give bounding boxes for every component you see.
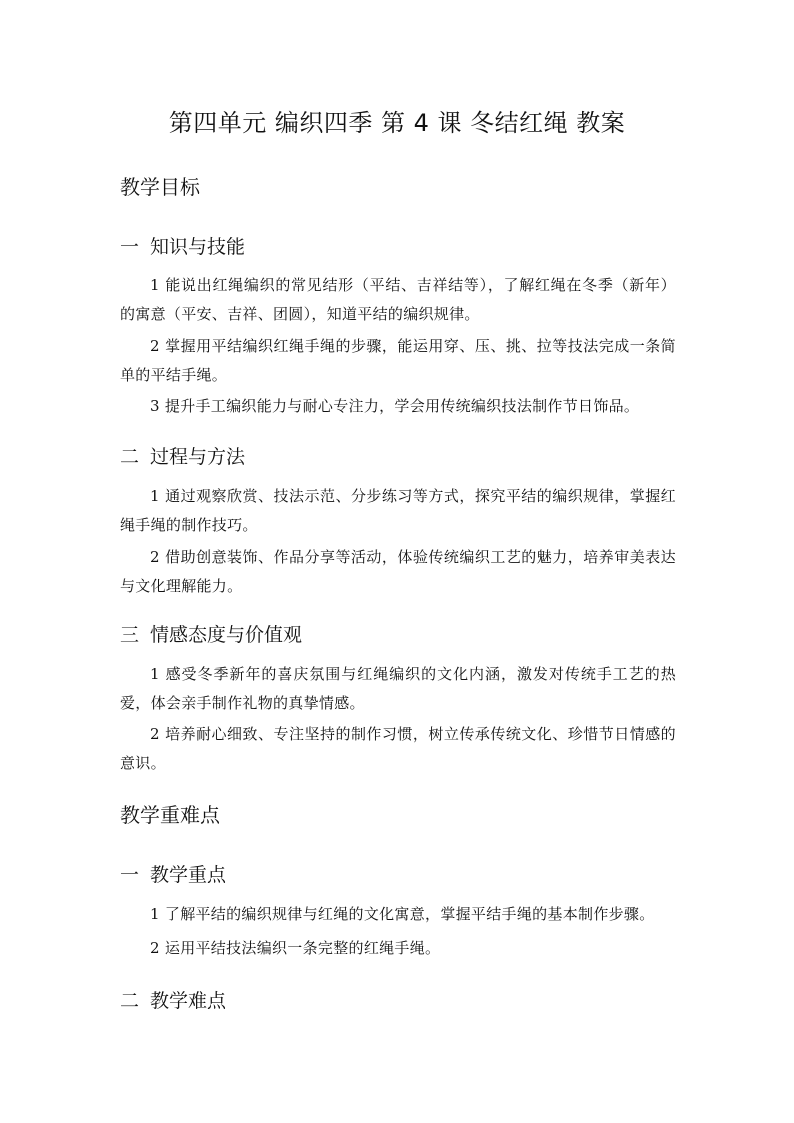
subsection-label: 过程与方法 [150,446,246,468]
document-title: 第四单元 编织四季 第 4 课 冬结红绳 教案 [168,109,626,137]
subsection-heading-knowledge [120,234,245,260]
subsection-label: 知识与技能 [150,236,246,258]
section-heading-objectives: 教学目标 [120,175,200,199]
subsection-number: 二 [120,446,140,468]
section-heading-key-points: 教学重难点 [120,803,220,827]
subsection-label: 教学难点 [150,990,227,1012]
paragraph-knowledge-2: 2 掌握用平结编织红绳手绳的步骤，能运用穿、压、挑、拉等技法完成一条简单的平结手绳。 [120,337,676,384]
subsection-number: 二 [120,990,140,1012]
subsection-label: 情感态度与价值观 [150,624,303,646]
subsection-heading-difficulty [120,988,226,1014]
paragraph-focus-2: 2 运用平结技法编织一条完整的红绳手绳。 [150,939,441,957]
paragraph-process-2: 2 借助创意装饰、作品分享等活动，体验传统编织工艺的魅力，培养审美表达与文化理解能力。 [120,548,676,595]
paragraph-emotion-1: 1 感受冬季新年的喜庆氛围与红绳编织的文化内涵，激发对传统手工艺的热爱，体会亲手制作礼物的真挚情感。 [120,665,676,712]
subsection-label: 教学重点 [150,864,227,886]
paragraph-emotion-2: 2 培养耐心细致、专注坚持的制作习惯，树立传承传统文化、珍惜节日情感的意识。 [120,725,676,772]
paragraph-knowledge-1: 1 能说出红绳编织的常见结形（平结、吉祥结等），了解红绳在冬季（新年）的寓意（平安、吉祥、团圆），知道平结的编织规律。 [120,276,676,323]
subsection-number: 一 [120,864,140,886]
paragraph-focus-1: 1 了解平结的编织规律与红绳的文化寓意，掌握平结手绳的基本制作步骤。 [150,905,655,923]
subsection-number: 三 [120,624,140,646]
subsection-number: 一 [120,236,140,258]
subsection-heading-process [120,444,245,470]
subsection-heading-emotion [120,622,302,648]
paragraph-process-1: 1 通过观察欣赏、技法示范、分步练习等方式，探究平结的编织规律，掌握红绳手绳的制作技巧。 [120,487,676,534]
subsection-heading-focus [120,862,226,888]
paragraph-knowledge-3: 3 提升手工编织能力与耐心专注力，学会用传统编织技法制作节日饰品。 [150,397,640,415]
